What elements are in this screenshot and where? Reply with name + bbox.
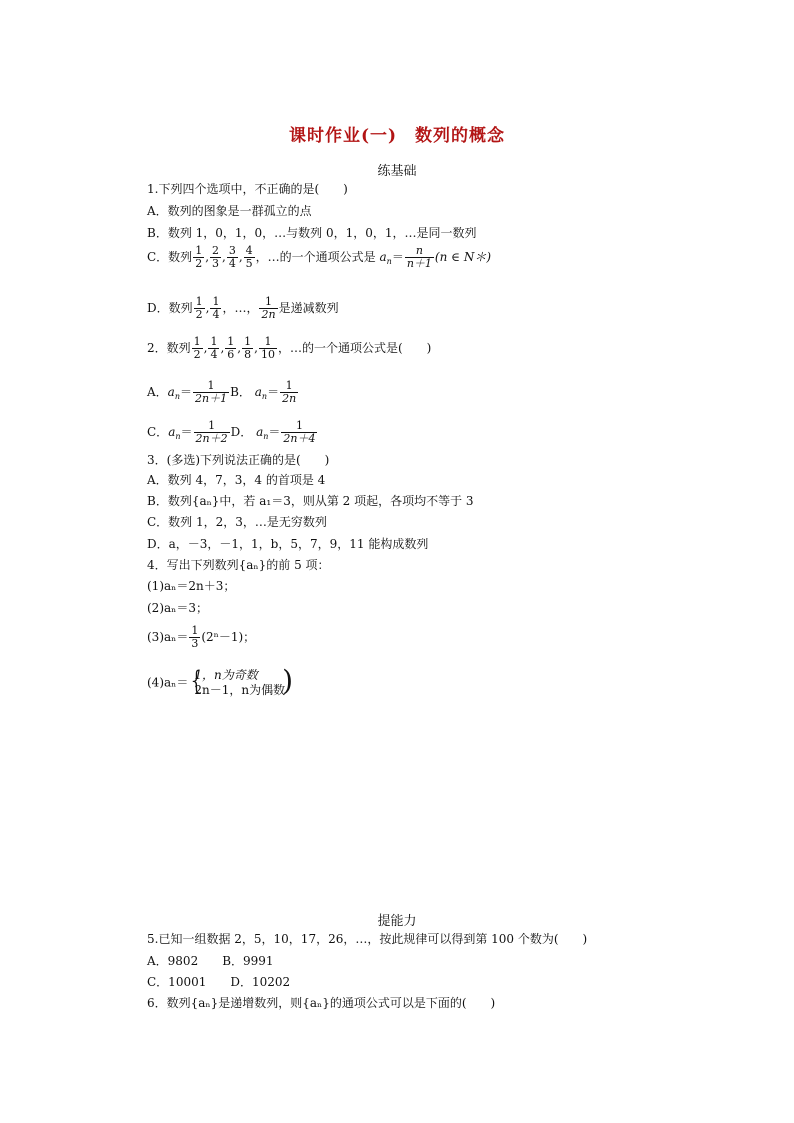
question-3-stem: 3．(多选)下列说法正确的是( ): [147, 453, 330, 467]
question-1-option-b: B．数列 1，0，1，0，…与数列 0，1，0，1，…是同一数列: [147, 226, 477, 240]
question-3-option-a: A．数列 4，7，3，4 的首项是 4: [147, 473, 326, 487]
sequence-fractions: [192, 244, 255, 270]
sequence-fractions: [191, 335, 278, 361]
question-5-stem: 5.已知一组数据 2，5，10，17，26，…，按此规律可以得到第 100 个数为( ): [147, 932, 588, 946]
fraction: $\frac{1}{2}$: [195, 244, 203, 270]
piecewise-definition: { 1，n为奇数 2n－1，n为偶数 ): [188, 664, 294, 697]
question-1-option-a: A．数列的图象是一群孤立的点: [147, 204, 312, 218]
question-3-option-d: D．a，－3，－1，1，b，5，7，9，11 能构成数列: [147, 537, 429, 551]
question-2-stem: 2．数列 $\frac{1}{2}$ , $\frac{1}{4}$ , $\frac{1}{6}$ , $\frac{1}{8}$ , $\frac{1}{10}$ ，…的一个通项公式是( ): [147, 335, 432, 361]
option-c-suffix: (n ∈ N＊): [434, 250, 492, 264]
option-c-fraction: $\frac{1}{2n+2}$: [195, 419, 228, 445]
question-1-stem: 1.下列四个选项中，不正确的是( ): [147, 182, 348, 196]
comma-separator: ,: [238, 250, 243, 264]
option-c-prefix: C．数列: [147, 250, 193, 264]
question-4-part-4: (4)aₙ＝ { 1，n为奇数 2n－1，n为偶数 ): [147, 664, 294, 697]
sequence-fractions: [193, 295, 223, 321]
section-heading-advanced: 提能力: [377, 914, 417, 929]
question-4-part-2: (2)aₙ＝3；: [147, 601, 208, 615]
formula-fraction: $\frac{n}{n+1}$: [406, 244, 432, 270]
general-term-fraction: $\frac{1}{2n}$: [261, 295, 276, 321]
section-heading-basic: 练基础: [377, 164, 417, 179]
comma-separator: ,: [222, 250, 226, 264]
question-2-options-cd: C．$a_n=$ $\frac{1}{2n+2}$ D． $a_n=$ $\frac{1}{2n+4}$: [147, 419, 316, 445]
question-2-options-ab: A．$a_n=$ $\frac{1}{2n+1}$ B． $a_n=$ $\frac{1}{2n}$: [147, 379, 297, 405]
page-title: 课时作业(一) 数列的概念: [288, 126, 506, 146]
question-1-option-c: C．数列 $\frac{1}{2}$ , $\frac{2}{3}$ , $\frac{3}{4}$ , $\frac{4}{5}$ ，…的一个通项公式是 $a_n=$ $\frac{n}{n+1}$ (n ∈ N＊): [147, 244, 492, 270]
question-5-options-ab: A．9802 B．9991: [147, 954, 274, 968]
fraction: $\frac{1}{6}$: [227, 335, 235, 361]
question-3-option-b: B．数列{aₙ}中，若 a₁＝3，则从第 2 项起，各项均不等于 3: [147, 494, 474, 508]
comma-separator: ,: [254, 341, 258, 355]
right-paren-icon: ): [282, 664, 294, 697]
question-5-options-cd: C．10001 D．10202: [147, 975, 291, 989]
left-brace-icon: {: [188, 666, 205, 696]
fraction: $\frac{4}{5}$: [245, 244, 253, 270]
fraction: $\frac{1}{10}$: [260, 335, 275, 361]
option-d-fraction: $\frac{1}{2n+4}$: [283, 419, 316, 445]
question-4-part-1: (1)aₙ＝2n＋3；: [147, 579, 236, 593]
fraction: $\frac{1}{8}$: [244, 335, 252, 361]
option-c-mid: ，…的一个通项公式是: [255, 250, 380, 264]
comma-separator: ,: [205, 250, 210, 264]
fraction: $\frac{1}{4}$: [210, 335, 218, 361]
comma-separator: ,: [237, 341, 242, 355]
comma-separator: ,: [205, 301, 210, 315]
fraction: $\frac{2}{3}$: [212, 244, 220, 270]
fraction: $\frac{1}{2}$: [195, 295, 203, 321]
comma-separator: ,: [203, 341, 208, 355]
question-4-part-3: (3)aₙ＝ $\frac{1}{3}$ (2ⁿ－1)；: [147, 624, 256, 650]
fraction: $\frac{3}{4}$: [228, 244, 236, 270]
option-a-fraction: $\frac{1}{2n+1}$: [195, 379, 228, 405]
question-1-option-d: D．数列 $\frac{1}{2}$ , $\frac{1}{4}$ ，…， $\frac{1}{2n}$ 是递减数列: [147, 295, 339, 321]
comma-separator: ,: [220, 341, 225, 355]
question-3-option-c: C．数列 1，2，3，…是无穷数列: [147, 515, 327, 529]
option-b-fraction: $\frac{1}{2n}$: [282, 379, 297, 405]
one-third-fraction: $\frac{1}{3}$: [191, 624, 199, 650]
question-4-stem: 4．写出下列数列{aₙ}的前 5 项：: [147, 558, 330, 572]
fraction: $\frac{1}{4}$: [212, 295, 220, 321]
question-6-stem: 6．数列{aₙ}是递增数列，则{aₙ}的通项公式可以是下面的( ): [147, 996, 496, 1010]
fraction: $\frac{1}{2}$: [193, 335, 201, 361]
